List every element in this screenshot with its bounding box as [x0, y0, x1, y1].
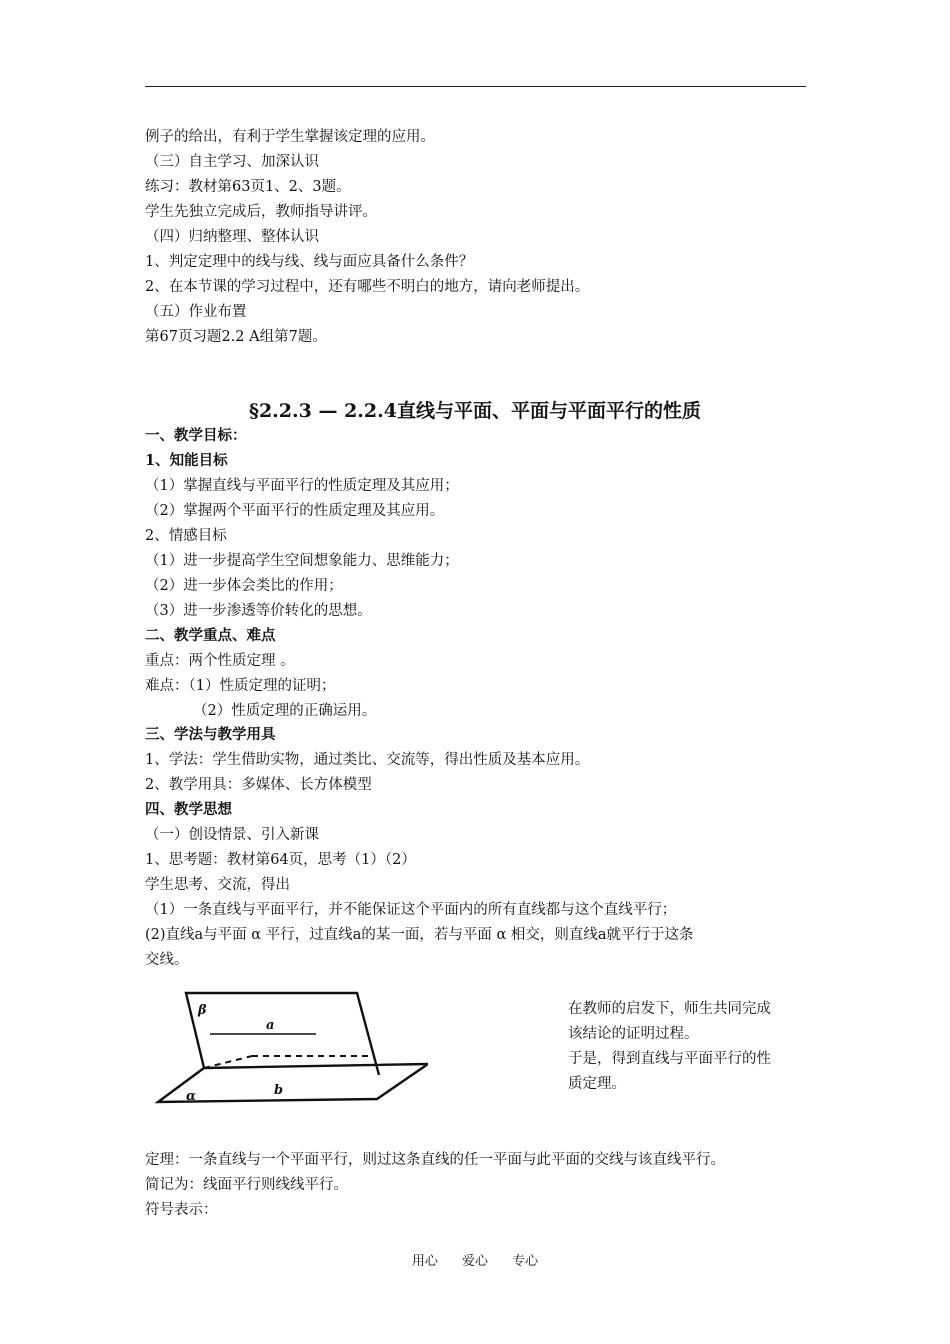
- label-b: b: [274, 1083, 284, 1098]
- side-text-line: 质定理。: [568, 1076, 626, 1092]
- subheading: （五）作业布置: [145, 304, 247, 320]
- text-line: 符号表示：: [145, 1202, 218, 1218]
- text-line: 第67页习题2.2 A组第7题。: [145, 329, 327, 345]
- text-line: 2、教学用具：多媒体、长方体模型: [145, 777, 372, 793]
- footer-word: 专心: [512, 1254, 539, 1269]
- heading: 一、教学目标：: [145, 427, 247, 444]
- heading: 1、知能目标: [145, 452, 228, 469]
- text-line: 学生先独立完成后，教师指导讲评。: [145, 204, 377, 220]
- text-line: （2）掌握两个平面平行的性质定理及其应用。: [145, 503, 445, 519]
- text-line: (2)直线a与平面 α 平行，过直线a的某一面，若与平面 α 相交，则直线a就平行于这条: [145, 927, 694, 943]
- footer: [0, 1250, 950, 1269]
- text-line: 难点：（1）性质定理的证明；: [145, 678, 336, 694]
- text-line: （1）一条直线与平面平行，并不能保证这个平面内的所有直线都与这个直线平行；: [145, 902, 677, 918]
- text-line: （1）进一步提高学生空间想象能力、思维能力；: [145, 553, 459, 569]
- subheading: （三）自主学习、加深认识: [145, 154, 319, 170]
- heading: 二、教学重点、难点: [145, 627, 276, 644]
- text-line: 例子的给出，有利于学生掌握该定理的应用。: [145, 129, 435, 145]
- label-alpha: α: [186, 1089, 197, 1104]
- text-line: （1）掌握直线与平面平行的性质定理及其应用；: [145, 478, 459, 494]
- text-line: 1、思考题：教材第64页，思考（1）（2）: [145, 852, 416, 868]
- subheading: （四）归纳整理、整体认识: [145, 229, 319, 245]
- text-line: （2）性质定理的正确运用。: [193, 703, 377, 719]
- subheading: （一）创设情景、引入新课: [145, 827, 319, 843]
- section-title: §2.2.3 — 2.2.4直线与平面、平面与平面平行的性质: [249, 400, 701, 422]
- label-a: a: [266, 1018, 275, 1033]
- side-text-line: 在教师的启发下，师生共同完成: [568, 1001, 771, 1017]
- header-rule: [145, 86, 806, 87]
- text-line: 1、判定定理中的线与线、线与面应具备什么条件？: [145, 254, 474, 270]
- theorem-text: 定理：一条直线与一个平面平行，则过这条直线的任一平面与此平面的交线与该直线平行。: [145, 1152, 725, 1168]
- side-text-line: 于是，得到直线与平面平行的性: [568, 1051, 771, 1067]
- text-line: 简记为：线面平行则线线平行。: [145, 1177, 348, 1193]
- footer-word: 爱心: [461, 1254, 488, 1269]
- plane-alpha-outline: [158, 1064, 428, 1102]
- label-beta: β: [198, 1003, 207, 1018]
- text-line: 2、情感目标: [145, 528, 227, 544]
- footer-word: 用心: [411, 1254, 438, 1269]
- heading: 三、学法与教学用具: [145, 726, 276, 743]
- text-line: 1、学法：学生借助实物，通过类比、交流等，得出性质及基本应用。: [145, 752, 590, 768]
- text-line: 2、在本节课的学习过程中，还有哪些不明白的地方，请向老师提出。: [145, 279, 590, 295]
- text-line: （3）进一步渗透等价转化的思想。: [145, 603, 372, 619]
- side-text-line: 该结论的证明过程。: [568, 1026, 699, 1042]
- text-line: 交线。: [145, 952, 189, 968]
- plane-figure: [152, 990, 428, 1110]
- text-line: （2）进一步体会类比的作用；: [145, 578, 343, 594]
- text-line: 学生思考、交流，得出: [145, 877, 290, 893]
- text-line: 重点：两个性质定理 。: [145, 653, 295, 669]
- text-line: 练习：教材第63页1、2、3题。: [145, 179, 351, 195]
- heading: 四、教学思想: [145, 801, 232, 818]
